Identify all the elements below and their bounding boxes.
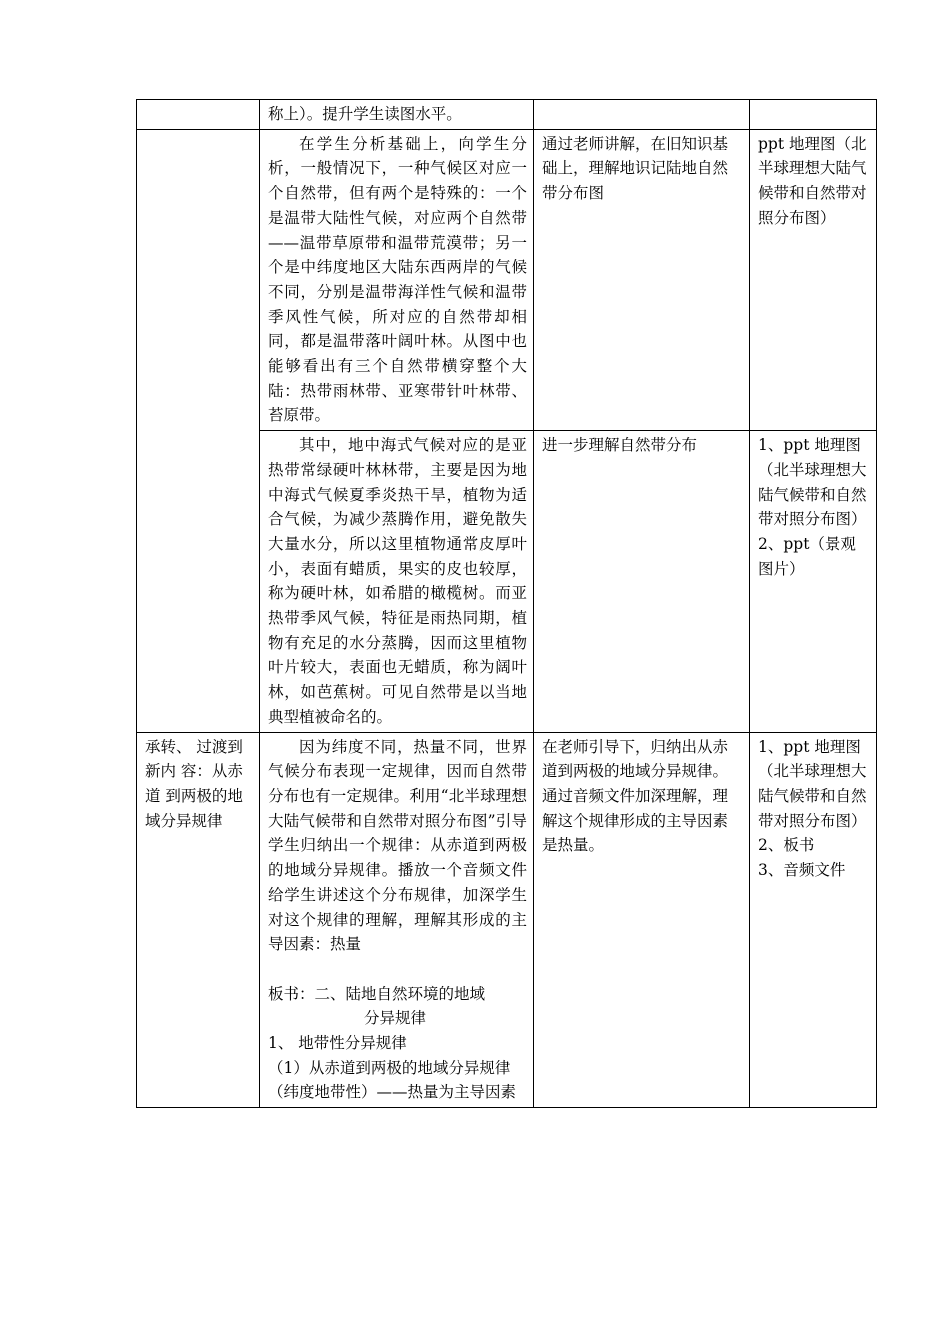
media-cell: 1、ppt 地理图（北半球理想大陆气候带和自然带对照分布图） 2、ppt（景观图片）	[750, 431, 877, 732]
teacher-activity-cell: 因为纬度不同，热量不同，世界气候分布表现一定规律，因而自然带分布也有一定规律。利用“北半球理想大陆气候带和自然带对照分布图”引导学生归纳出一个规律：从赤道到两极的地域分异规律。播放一个音频文件给学生讲述这个分布规律，加深学生对这个规律的理解，理解其形成的主导因素：热量 板书：二、陆地自然环境的地域 分异规律 1、 地带性分异规律 （1）从赤道到两极的地域分异规律（纬度地带性）——热量为主导因素	[260, 732, 534, 1108]
lesson-plan-table	[136, 99, 877, 1108]
student-activity-cell	[534, 100, 750, 130]
teacher-activity-cell: 称上）。提升学生读图水平。	[260, 100, 534, 130]
table-row	[137, 100, 877, 130]
stage-cell	[137, 129, 260, 732]
board-title-continued: 分异规律	[364, 1009, 427, 1028]
board-title: 板书：二、陆地自然环境的地域	[268, 984, 486, 1003]
table-row	[137, 732, 877, 1108]
media-cell: 1、ppt 地理图（北半球理想大陆气候带和自然带对照分布图） 2、板书 3、音频文件	[750, 732, 877, 1108]
stage-cell	[137, 100, 260, 130]
board-item: 1、 地带性分异规律	[268, 1034, 407, 1052]
student-activity-cell: 通过老师讲解，在旧知识基础上，理解地识记陆地自然带分布图	[534, 129, 750, 430]
table-row	[137, 129, 877, 430]
teacher-activity-cell: 其中，地中海式气候对应的是亚热带常绿硬叶林林带，主要是因为地中海式气候夏季炎热干旱，植物为适合气候，为减少蒸腾作用，避免散失大量水分，所以这里植物通常皮厚叶小，表面有蜡质，果实的皮也较厚，称为硬叶林，如希腊的橄榄树。而亚热带季风气候，特征是雨热同期，植物有充足的水分蒸腾，因而这里植物叶片较大，表面也无蜡质，称为阔叶林，如芭蕉树。可见自然带是以当地典型植被命名的。	[260, 431, 534, 732]
media-cell	[750, 100, 877, 130]
stage-cell: 承转、 过渡到新内 容：从赤道 到两极的地 域分异规律	[137, 732, 260, 1108]
student-activity-cell: 在老师引导下，归纳出从赤道到两极的地域分异规律。通过音频文件加深理解，理解这个规律形成的主导因素是热量。	[534, 732, 750, 1108]
board-item: （1）从赤道到两极的地域分异规律（纬度地带性）——热量为主导因素	[268, 1058, 517, 1102]
student-activity-cell: 进一步理解自然带分布	[534, 431, 750, 732]
media-cell: ppt 地理图（北半球理想大陆气候带和自然带对照分布图）	[750, 129, 877, 430]
teacher-activity-cell: 在学生分析基础上，向学生分析，一般情况下，一种气候区对应一个自然带，但有两个是特殊的：一个是温带大陆性气候，对应两个自然带——温带草原带和温带荒漠带；另一个是中纬度地区大陆东西两岸的气候不同，分别是温带海洋性气候和温带季风性气候，所对应的自然带却相同，都是温带落叶阔叶林。从图中也能够看出有三个自然带横穿整个大陆：热带雨林带、亚寒带针叶林带、苔原带。	[260, 129, 534, 430]
